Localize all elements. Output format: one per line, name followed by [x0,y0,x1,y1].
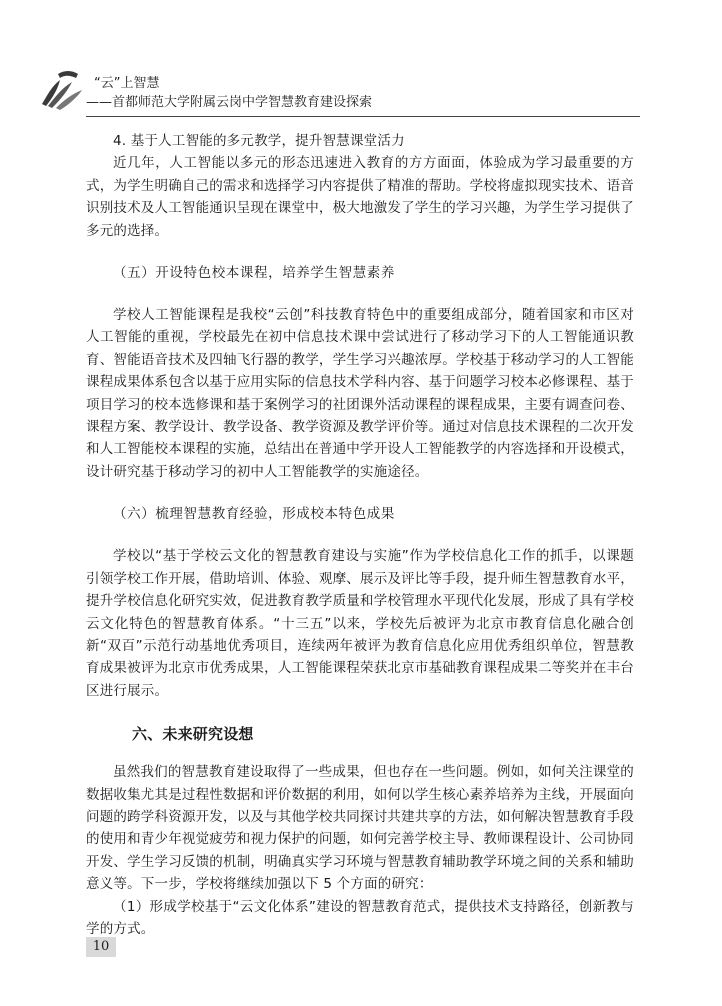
running-header-subtitle: ——首都师范大学附属云岗中学智慧教育建设探索 [86,95,373,110]
section-5-paragraph: 学校人工智能课程是我校“云创”科技教育特色中的重要组成部分，随着国家和市区对人工智能的重视，学校最先在初中信息技术课中尝试进行了移动学习下的人工智能通识教育、智能语音技术及四轴飞行器的教学，学生学习兴趣浓厚。学校基于移动学习的人工智能课程成果体系包含以基于应用实际的信息技术学科内容、基于问题学习校本必修课程、基于项目学习的校本选修课和基于案例学习的社团课外活动课程的课程成果，主要有调查问卷、课程方案、教学设计、教学设备、教学资源及教学评价等。通过对信息技术课程的二次开发和人工智能校本课程的实施，总结出在普通中学开设人工智能教学的内容选择和开设模式，设计研究基于移动学习的初中人工智能教学的实施途径。 [86,307,634,480]
main-content [86,130,634,940]
chapter-6-paragraph: 虽然我们的智慧教育建设取得了一些成果，但也存在一些问题。例如，如何关注课堂的数据收集尤其是过程性数据和评价数据的利用，如何以学生核心素养培养为主线，开展面向问题的跨学科资源开发，以及与其他学校共同探讨共建共享的方法，如何解决智慧教育手段的使用和青少年视觉疲劳和视力保护的问题，如何完善学校主导、教师课程设计、公司协同开发、学生学习反馈的机制，明确真实学习环境与智慧教育辅助教学环境之间的关系和辅助意义等。下一步，学校将继续加强以下 5 个方面的研究： [86,764,634,893]
item-4-title: 4. 基于人工智能的多元教学，提升智慧课堂活力 [113,133,405,149]
section-5-heading: （五）开设特色校本课程，培养学生智慧素养 [113,265,395,282]
page-number: 10 [86,937,116,957]
section-6-heading: （六）梳理智慧教育经验，形成校本特色成果 [113,506,395,523]
book-logo-icon [38,64,86,112]
chapter-6-item-1: （1）形成学校基于“云文化体系”建设的智慧教育范式，提供技术支持路径，创新教与学的方式。 [86,898,634,937]
section-6-paragraph: 学校以“基于学校云文化的智慧教育建设与实施”作为学校信息化工作的抓手，以课题引领学校工作开展，借助培训、体验、观摩、展示及评比等手段，提升师生智慧教育水平，提升学校信息化研究实效，促进教育教学质量和学校管理水平现代化发展，形成了具有学校云文化特色的智慧教育体系。“十三五”以来，学校先后被评为北京市教育信息化融合创新“双百”示范行动基地优秀项目，连续两年被评为教育信息化应用优秀组织单位，智慧教育成果被评为北京市优秀成果，人工智能课程荣获北京市基础教育课程成果二等奖并在丰台区进行展示。 [86,548,634,699]
item-4-paragraph: 近几年，人工智能以多元的形态迅速进入教育的方方面面，体验成为学习最重要的方式，为学生明确自己的需求和选择学习内容提供了精准的帮助。学校将虚拟现实技术、语音识别技术及人工智能通识呈现在课堂中，极大地激发了学生的学习兴趣，为学生学习提供了多元的选择。 [86,155,634,239]
running-header-title: “云”上智慧 [94,76,160,91]
header-divider [86,116,640,117]
chapter-6-heading: 六、未来研究设想 [132,725,254,744]
